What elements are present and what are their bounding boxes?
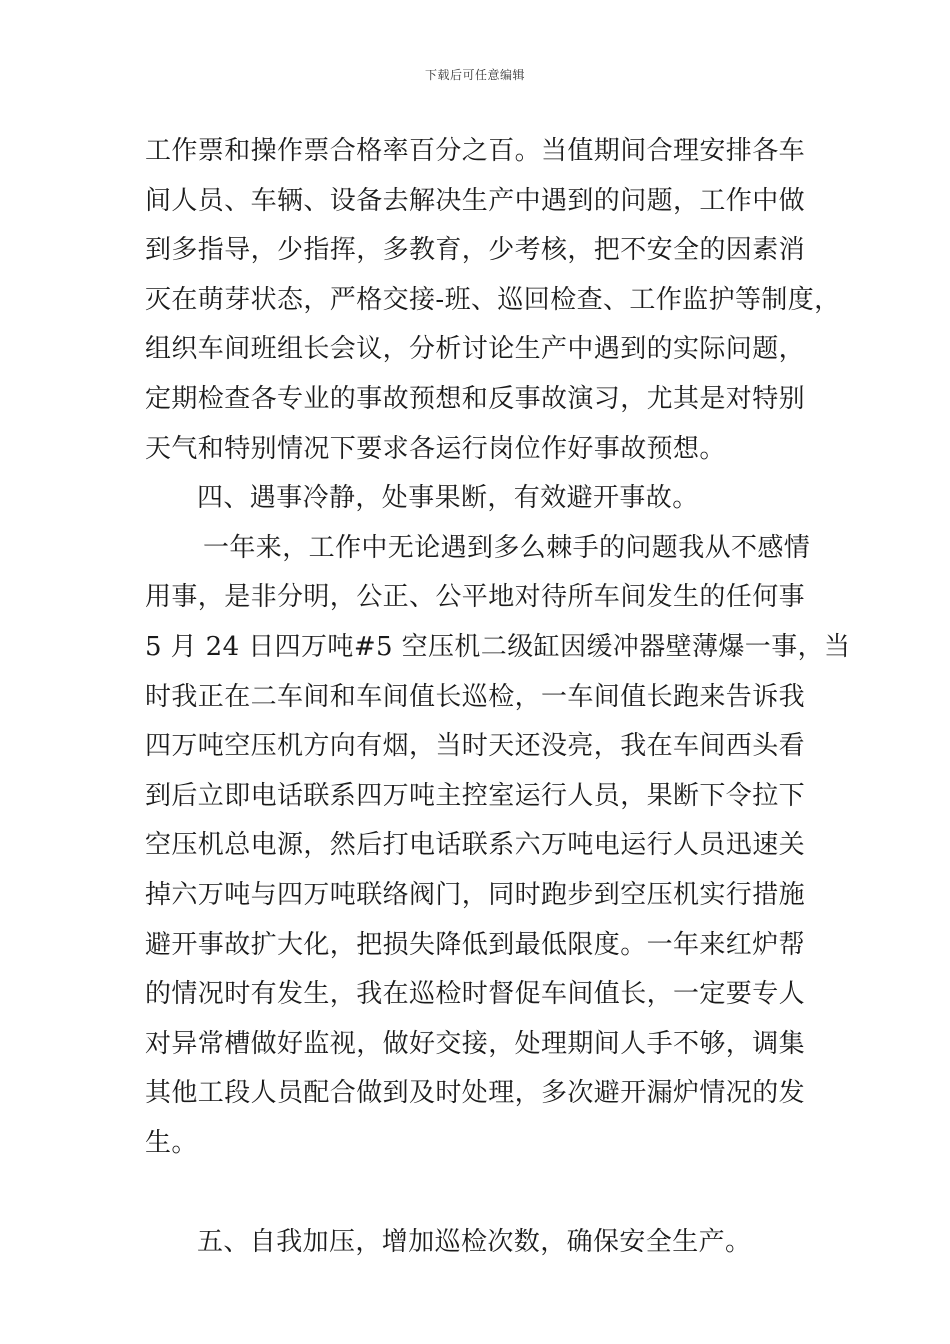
- document-body: [145, 127, 851, 1268]
- text-line: 工作票和操作票合格率百分之百。当值期间合理安排各车: [145, 136, 806, 166]
- text-line: 定期检查各专业的事故预想和反事故演习，尤其是对特别: [145, 383, 806, 414]
- text-line: 生。: [145, 1127, 198, 1158]
- text-line: 到后立即电话联系四万吨主控室运行人员，果断下令拉下: [145, 780, 806, 811]
- text-line: 一年来，工作中无论遇到多么棘手的问题我从不感情: [203, 532, 811, 563]
- section-heading: 四、遇事冷静，处事果断，有效避开事故。: [197, 483, 699, 514]
- text-line: 四万吨空压机方向有烟，当时天还没亮，我在车间西头看: [145, 731, 806, 762]
- text-line: 天气和特别情况下要求各运行岗位作好事故预想。: [145, 433, 726, 464]
- text-line: 的情况时有发生，我在巡检时督促车间值长，一定要专人: [145, 979, 806, 1010]
- text-line: 其他工段人员配合做到及时处理，多次避开漏炉情况的发: [145, 1078, 806, 1109]
- text-line: 间人员、车辆、设备去解决生产中遇到的问题，工作中做: [145, 185, 806, 216]
- text-line: 用事，是非分明，公正、公平地对待所车间发生的任何事: [145, 582, 806, 613]
- text-line: 掉六万吨与四万吨联络阀门，同时跑步到空压机实行措施: [145, 879, 806, 910]
- text-line: 灭在萌芽状态，严格交接-班、巡回检查、工作监护等制度，: [145, 284, 841, 315]
- page-header: 下载后可任意编辑: [424, 68, 525, 82]
- section-heading: 五、自我加压，增加巡检次数，确保安全生产。: [197, 1227, 752, 1258]
- text-line: 组织车间班组长会议，分析讨论生产中遇到的实际问题，: [145, 334, 806, 365]
- blank-line: [145, 1168, 815, 1218]
- text-line: 空压机总电源，然后打电话联系六万吨电运行人员迅速关: [145, 830, 806, 861]
- text-line: 对异常槽做好监视，做好交接，处理期间人手不够，调集: [145, 1028, 806, 1059]
- text-line: 5 月 24 日四万吨#5 空压机二级缸因缓冲器壁薄爆一事，当: [145, 631, 851, 662]
- text-line: 时我正在二车间和车间值长巡检，一车间值长跑来告诉我: [145, 681, 806, 712]
- text-line: 避开事故扩大化，把损失降低到最低限度。一年来红炉帮: [145, 929, 806, 960]
- text-line: 到多指导，少指挥，多教育，少考核，把不安全的因素消: [145, 235, 806, 266]
